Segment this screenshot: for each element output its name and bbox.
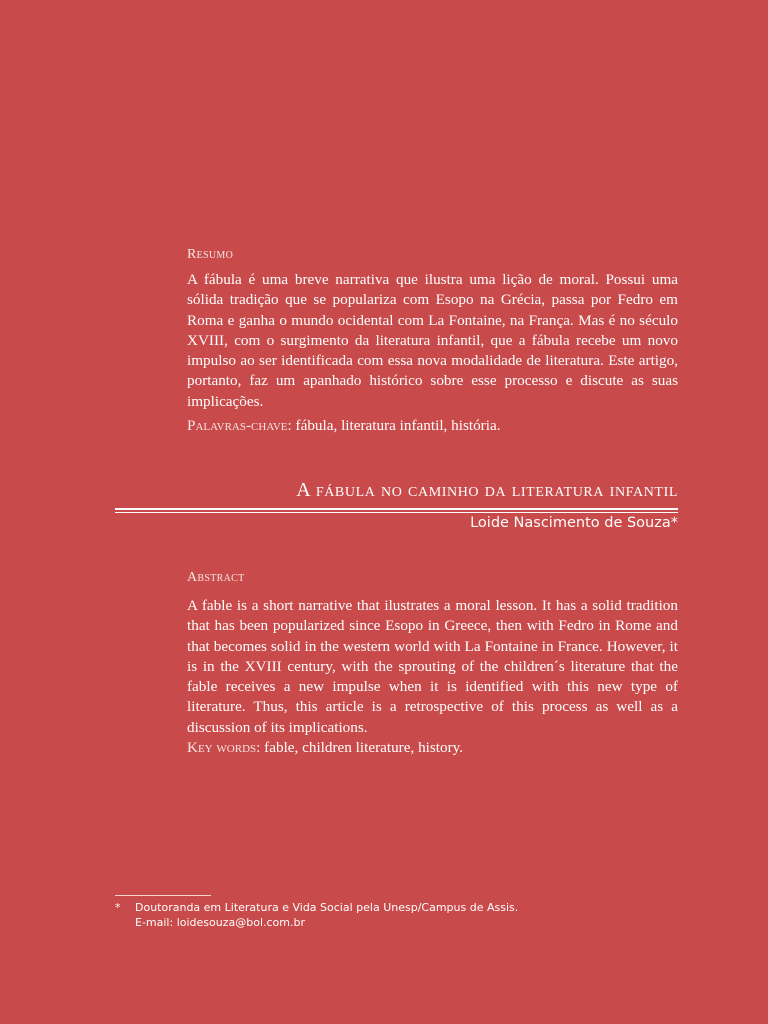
resumo-keywords-text: fábula, literatura infantil, história. (295, 417, 501, 434)
footnote-email: E-mail: loidesouza@bol.com.br (135, 916, 305, 929)
resumo-keywords-label: Palavras-chave: (187, 417, 292, 434)
article-title: A fábula no caminho da literatura infantil (296, 479, 678, 501)
abstract-keywords (187, 738, 678, 758)
footnote-line-1 (115, 900, 595, 915)
abstract-body: A fable is a short narrative that ilustrates a moral lesson. It has a solid tradition that has been popularized since Esopo in Greece, then with Fedro in Rome and that becomes solid in the western world with La Fontaine in France. However, it is in the XVIII century, with the sprouting of the children´s literature that the fable receives a new impulse when it is identified with this new type of literature. Thus, this article is a retrospective of this process as well as a discussion of its implications. (187, 597, 678, 736)
abstract-keywords-text: fable, children literature, history. (264, 739, 464, 756)
footnote-mark: * (115, 901, 121, 914)
footnote (115, 900, 595, 930)
title-rule-thin (115, 512, 678, 513)
footnote-rule (115, 895, 211, 896)
resumo-keywords (187, 416, 678, 436)
abstract-heading: Abstract (187, 570, 245, 585)
resumo-heading: Resumo (187, 247, 234, 262)
resumo-body: A fábula é uma breve narrativa que ilustra uma lição de moral. Possui uma sólida tradição que se populariza com Esopo na Grécia, passa por Fedro em Roma e ganha o mundo ocidental com La Fontaine, na França. Mas é no século XVIII, com o surgimento da literatura infantil, que a fábula recebe um novo impulso ao ser identificada com essa nova modalidade de literatura. Este artigo, portanto, faz um apanhado histórico sobre esse processo e discute as suas implicações. (187, 271, 678, 410)
title-rule (115, 508, 678, 510)
footnote-affiliation: Doutoranda em Literatura e Vida Social pela Unesp/Campus de Assis. (135, 901, 519, 914)
article-author: Loide Nascimento de Souza* (470, 515, 678, 531)
abstract-keywords-label: Key words: (187, 739, 261, 756)
